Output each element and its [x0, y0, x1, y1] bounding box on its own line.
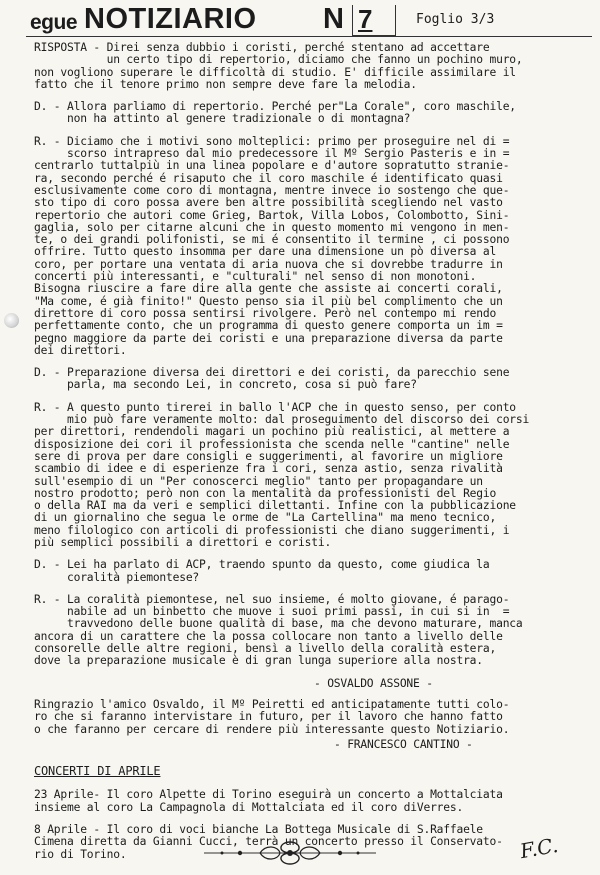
- issue-number: 7: [358, 4, 373, 34]
- interview-paragraph: [34, 402, 594, 550]
- text-line: più semplici possibili a direttori e coristi.: [34, 535, 332, 549]
- interview-paragraph: [34, 101, 594, 126]
- text-line: ra, secondo perché é risaputo che il coro maschile é identificato quasi: [34, 171, 503, 185]
- text-line: te, o dei grandi polifonisti, se mi é consentito il termine , ci possono: [34, 233, 510, 247]
- text-line: scambio di idee e di esperienze fra i cori, senza astio, senza rivalità: [34, 462, 503, 476]
- page-indicator: Foglio 3/3: [416, 12, 495, 27]
- text-line: disposizione dei cori il professionista che scenda nelle "cantine" nelle: [34, 437, 510, 451]
- text-line: un certo tipo di repertorio, diciamo che fanno un pochino muro,: [34, 53, 523, 67]
- signature-francesco: - FRANCESCO CANTINO -: [334, 737, 473, 751]
- text-line: mio può fare veramente molto: dal proseguimento del discorso dei corsi: [34, 413, 530, 427]
- text-line: parla, ma secondo Lei, in concreto, cosa si può fare?: [34, 378, 417, 392]
- text-line: D. - Allora parliamo di repertorio. Perché per"La Corale", coro maschile,: [34, 100, 516, 114]
- text-line: coralità piemontese?: [34, 570, 200, 584]
- text-line: sull'esempio di un "Per conoscerci meglio" tanto per propagandare un: [34, 474, 483, 488]
- text-line: Bisogna riuscire a fare dire alla gente che assiste ai concerti corali,: [34, 282, 503, 296]
- text-line: consorelle delle altre regioni, bensì a livello della coralità estera,: [34, 642, 497, 656]
- text-line: sto tipo di coro possa avere ben altre possibilità scegliendo nel vasto: [34, 196, 503, 210]
- interview-paragraph: [34, 42, 594, 91]
- text-line: Cimena diretta da Gianni Cucci, terrà un concerto presso il Conservato-: [34, 835, 503, 849]
- text-line: travvedono delle buone qualità di base, ma che devono maturare, manca: [34, 617, 523, 631]
- text-line: sere di prova per dare consigli e suggerimenti, al favorire un migliore: [34, 449, 503, 463]
- text-line: non ha attinto al genere tradizionale o di montagna?: [34, 112, 411, 126]
- header-rule: [26, 36, 592, 37]
- closing-paragraph: [34, 699, 594, 736]
- text-line: direttore di coro possa sentirsi rivolgere. Però nel contempo mi rendo: [34, 306, 497, 320]
- text-line: scorso intrapreso dal mio predecessore il Mº Sergio Pasteris e in =: [34, 147, 510, 161]
- text-line: non vogliono superare le difficoltà di studio. E' difficile assimilare il: [34, 65, 516, 79]
- text-line: 23 Aprile- Il coro Alpette di Torino eseguirà un concerto a Mottalciata: [34, 788, 503, 802]
- newsletter-title: NOTIZIARIO: [84, 3, 257, 35]
- text-line: nostro prodotto; però non con la mentalità da professionisti del Regio: [34, 486, 497, 500]
- text-line: di un giornalino che segua le orme de "La Cartellina" ma meno tecnico,: [34, 511, 497, 525]
- author-initials: F.C.: [518, 832, 560, 864]
- signature-osvaldo: - OSVALDO ASSONE -: [314, 676, 433, 690]
- text-line: rio di Torino.: [34, 847, 127, 861]
- text-line: ro che si faranno intervistare in futuro, per il lavoro che hanno fatto: [34, 710, 503, 724]
- text-line: D. - Lei ha parlato di ACP, traendo spunto da questo, come giudica la: [34, 558, 490, 572]
- text-line: insieme al coro La Campagnola di Mottalciata ed il coro diVerres.: [34, 800, 464, 814]
- text-line: R. - La coralità piemontese, nel suo insieme, é molto giovane, é parago-: [34, 592, 510, 606]
- text-line: "Ma come, é già finito!" Questo penso sia il più bel complimento che un: [34, 294, 503, 308]
- text-line: coro, per portare una ventata di aria nuova che si dovrebbe tradurre in: [34, 257, 503, 271]
- interview-paragraph: [34, 367, 594, 392]
- text-line: 8 Aprile - Il coro di voci bianche La Bottega Musicale di S.Raffaele: [34, 823, 483, 837]
- text-line: R. - Diciamo che i motivi sono molteplici: primo per proseguire nel di =: [34, 134, 510, 148]
- concerts-heading: CONCERTI DI APRILE: [34, 764, 161, 779]
- document-body: [34, 42, 594, 871]
- text-line: per direttori, rendendoli magari un pochino più realistici, al mettere a: [34, 425, 510, 439]
- punch-hole: [4, 313, 19, 328]
- text-line: nabile ad un binbetto che muove i suoi primi passi, in cui si in =: [34, 605, 510, 619]
- text-line: centrarlo tuttalpiù in una linea popolare e d'autore sopratutto stranie-: [34, 159, 510, 173]
- text-line: esclusivamente come coro di montagna, mentre invece io sostengo che que-: [34, 183, 510, 197]
- issue-number-label: N: [323, 3, 344, 35]
- decorative-ornament: [200, 838, 380, 868]
- text-line: dei direttori.: [34, 343, 127, 357]
- interview-paragraph: [34, 136, 594, 357]
- text-line: o che faranno per cercare di rendere più interessante questo Notiziario.: [34, 722, 510, 736]
- text-line: RISPOSTA - Direi senza dubbio i coristi, perché stentano ad accettare: [34, 41, 490, 54]
- text-line: meno filologico con articoli di professionisti che diano suggerimenti, i: [34, 523, 510, 537]
- text-line: pegno maggiore da parte dei coristi e una preparazione diversa da parte: [34, 331, 503, 345]
- header-prefix: egue: [30, 11, 78, 34]
- text-line: ancora di un carattere che la possa collocare non tanto a livello delle: [34, 629, 503, 643]
- text-line: concerti più interessanti, e "culturali" nel senso di non monotoni.: [34, 270, 477, 284]
- text-line: dove la preparazione musicale è di gran lunga superiore alla nostra.: [34, 654, 483, 668]
- interview-sections: [34, 42, 594, 668]
- text-line: fatto che il tenore primo non sempre deve fare la melodia.: [34, 77, 417, 91]
- interview-paragraph: [34, 594, 594, 668]
- text-line: Ringrazio l'amico Osvaldo, il Mº Peiretti ed anticipatamente tutti colo-: [34, 697, 510, 711]
- text-line: repertorio che autori come Grieg, Bartok, Villa Lobos, Colombotto, Sini-: [34, 208, 510, 222]
- text-line: offrire. Tutto questo insomma per dare una dimensione un pò diversa al: [34, 245, 497, 259]
- interview-paragraph: [34, 559, 594, 584]
- text-line: D. - Preparazione diversa dei direttori e dei coristi, da parecchio sene: [34, 366, 510, 380]
- text-line: R. - A questo punto tirerei in ballo l'ACP che in questo senso, per conto: [34, 400, 516, 414]
- text-line: gaglia, solo per citarne alcuni che in questo momento mi vengono in men-: [34, 220, 510, 234]
- text-line: o della RAI ma da veri e semplici dilettanti. Infine con la pubblicazione: [34, 499, 516, 513]
- page-header: [0, 2, 600, 40]
- concert-item: [34, 789, 594, 814]
- text-line: perfettamente conto, che un programma di questo genere comporta un im =: [34, 319, 503, 333]
